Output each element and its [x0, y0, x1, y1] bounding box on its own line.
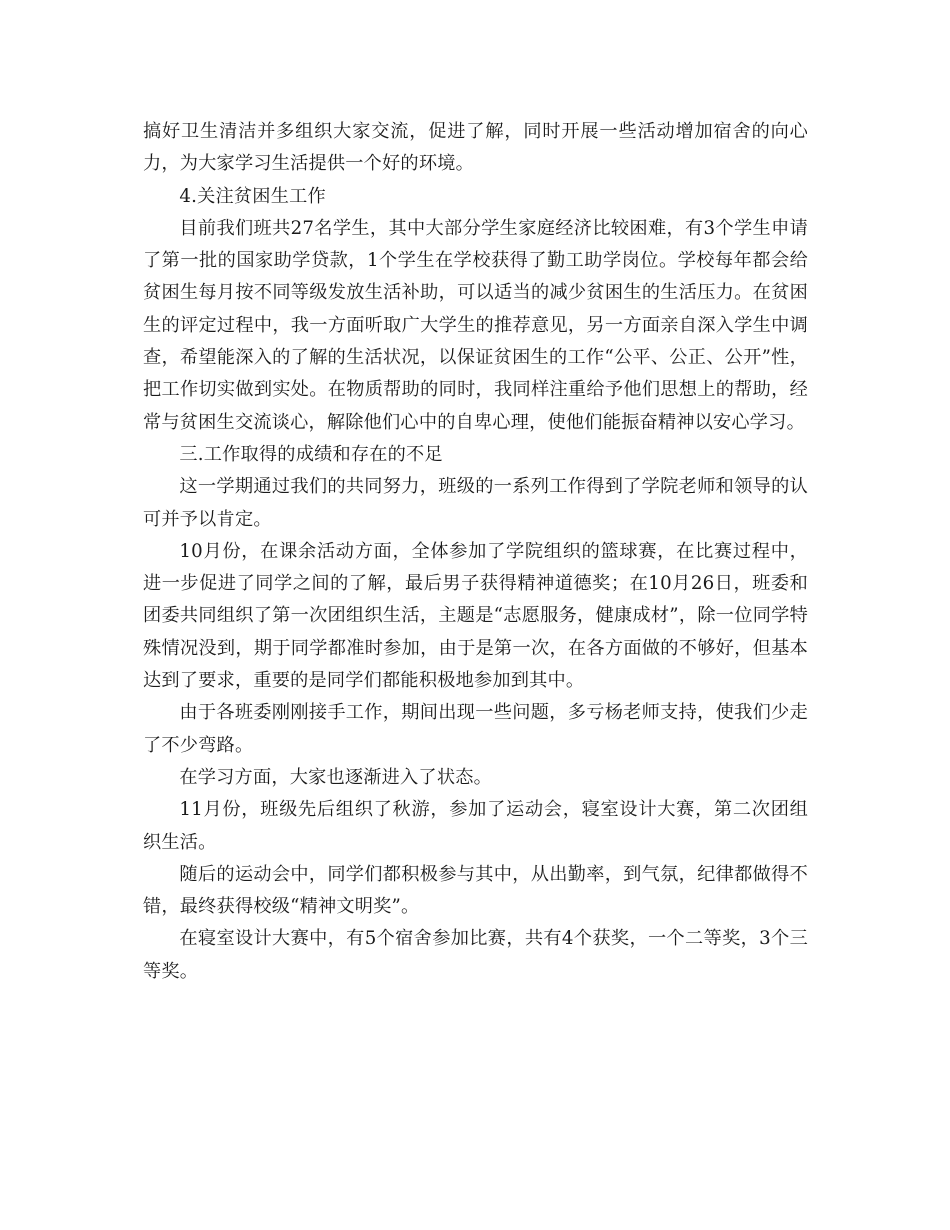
paragraph-semester-recognition: 这一学期通过我们的共同努力，班级的一系列工作得到了学院老师和领导的认可并予以肯定。	[143, 476, 808, 530]
document-body	[143, 116, 808, 988]
heading-achievements-shortcomings: 三.工作取得的成绩和存在的不足	[179, 443, 443, 465]
paragraph-october-activities: 10月份，在课余活动方面，全体参加了学院组织的篮球赛，在比赛过程中，进一步促进了同学之间的了解，最后男子获得精神道德奖；在10月26日，班委和团委共同组织了第一次团组织生活，主题是“志愿服务，健康成材”，除一位同学特殊情况没到，期于同学都准时参加，由于是第一次，在各方面做的不够好，但基本达到了要求，重要的是同学们都能积极地参加到其中。	[143, 540, 808, 692]
paragraph-committee-support: 由于各班委刚刚接手工作，期间出现一些问题，多亏杨老师支持，使我们少走了不少弯路。	[143, 702, 808, 756]
paragraph-november-activities: 11月份，班级先后组织了秋游，参加了运动会，寝室设计大赛，第二次团组织生活。	[143, 799, 808, 853]
paragraph-study: 在学习方面，大家也逐渐进入了状态。	[179, 766, 492, 788]
paragraph-poor-students: 目前我们班共27名学生，其中大部分学生家庭经济比较困难，有3个学生申请了第一批的国家助学贷款，1个学生在学校获得了勤工助学岗位。学校每年都会给贫困生每月按不同等级发放生活补助，可以适当的减少贫困生的生活压力。在贫困生的评定过程中，我一方面听取广大学生的推荐意见，另一方面亲自深入学生中调查，希望能深入的了解的生活状况，以保证贫困生的工作“公平、公正、公开”性，把工作切实做到实处。在物质帮助的同时，我同样注重给予他们思想上的帮助，经常与贫困生交流谈心，解除他们心中的自卑心理，使他们能振奋精神以安心学习。	[143, 217, 808, 433]
paragraph-sports-meet: 随后的运动会中，同学们都积极参与其中，从出勤率，到气氛，纪律都做得不错，最终获得校级“精神文明奖”。	[143, 863, 808, 918]
paragraph-dorm-design-contest: 在寝室设计大赛中，有5个宿舍参加比赛，共有4个获奖，一个二等奖，3个三等奖。	[143, 928, 808, 982]
paragraph-dorm-environment: 搞好卫生清洁并多组织大家交流，促进了解，同时开展一些活动增加宿舍的向心力，为大家学习生活提供一个好的环境。	[143, 121, 808, 175]
heading-poor-students-work: 4.关注贫困生工作	[179, 185, 326, 207]
